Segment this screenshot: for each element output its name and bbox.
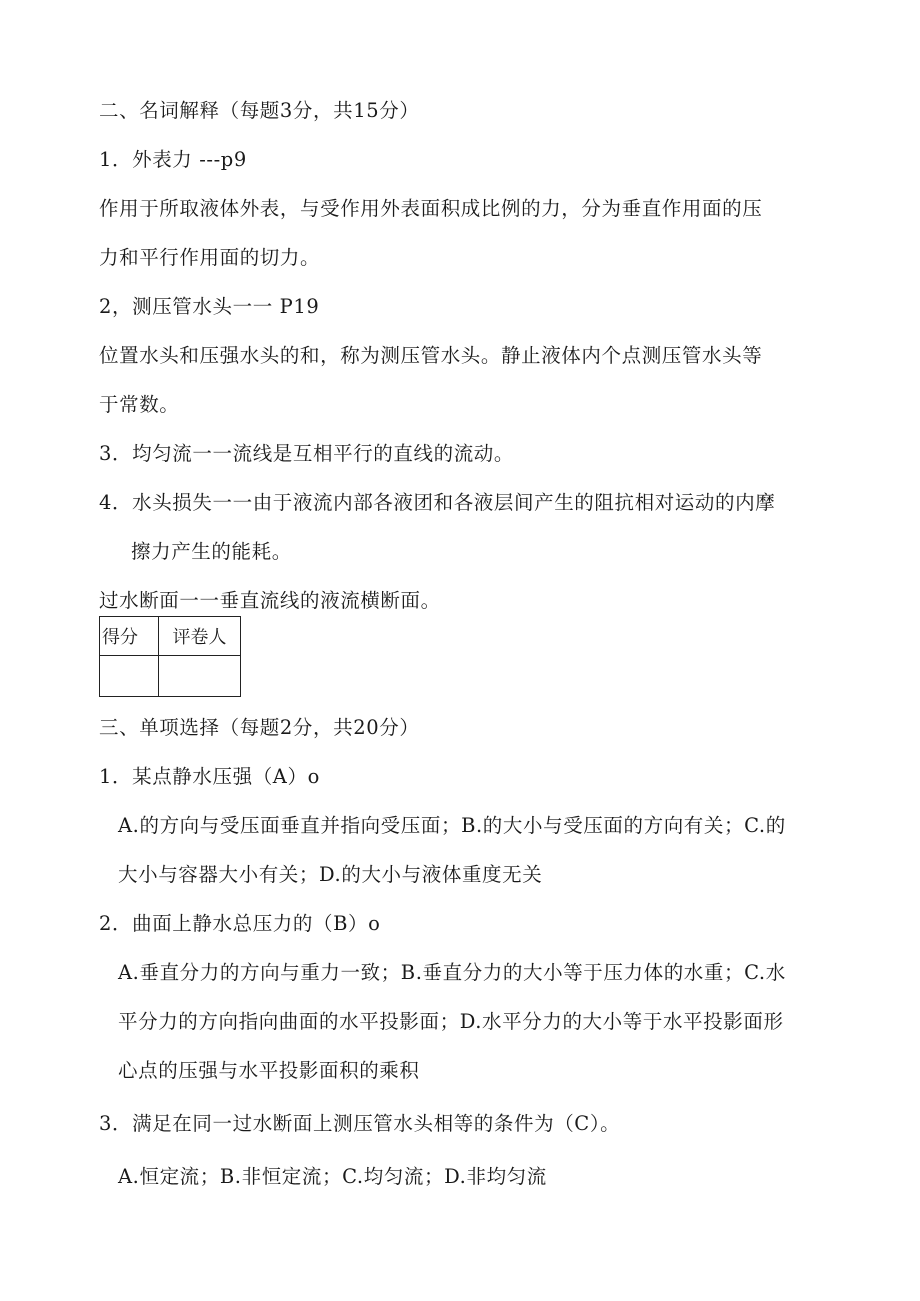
score-header: 得分: [100, 617, 159, 656]
section-3-heading: 三、单项选择（每题2分，共20分）: [99, 716, 420, 739]
term-4-definition-line: 擦力产生的能耗。: [131, 540, 292, 563]
score-table: [99, 616, 241, 697]
score-cell[interactable]: [100, 656, 159, 697]
question-2-stem: 2．曲面上静水总压力的（B）o: [99, 912, 381, 935]
term-2-title: 2，测压管水头一一 P19: [99, 295, 320, 318]
term-3: 3．均匀流一一流线是互相平行的直线的流动。: [99, 442, 515, 465]
question-2-options-line: 平分力的方向指向曲面的水平投影面；D.水平分力的大小等于水平投影面形: [118, 1010, 784, 1033]
question-1-options-line: 大小与容器大小有关；D.的大小与液体重度无关: [118, 863, 543, 886]
term-2-definition-line: 位置水头和压强水头的和，称为测压管水头。静止液体内个点测压管水头等: [99, 344, 763, 367]
section-2-heading: 二、名词解释（每题3分，共15分）: [99, 99, 420, 122]
term-1-title: 1．外表力 ---p9: [99, 148, 247, 171]
grader-header: 评卷人: [159, 617, 241, 656]
term-2-definition-line: 于常数。: [99, 393, 180, 416]
question-2-options-line: A.垂直分力的方向与重力一致；B.垂直分力的大小等于压力体的水重；C.水: [118, 961, 786, 984]
grader-cell[interactable]: [159, 656, 241, 697]
question-3-stem: 3．满足在同一过水断面上测压管水头相等的条件为（C）。: [99, 1112, 621, 1135]
question-3-options-line: A.恒定流；B.非恒定流；C.均匀流；D.非均匀流: [118, 1165, 547, 1188]
question-1-options-line: A.的方向与受压面垂直并指向受压面；B.的大小与受压面的方向有关；C.的: [118, 814, 786, 837]
term-1-definition-line: 作用于所取液体外表，与受作用外表面积成比例的力，分为垂直作用面的压: [99, 197, 763, 220]
term-1-definition-line: 力和平行作用面的切力。: [99, 246, 321, 269]
term-5: 过水断面一一垂直流线的液流横断面。: [99, 589, 441, 612]
term-4-title: 4．水头损失一一由于液流内部各液团和各液层间产生的阻抗相对运动的内摩: [99, 491, 776, 514]
question-2-options-line: 心点的压强与水平投影面积的乘积: [118, 1059, 420, 1082]
question-1-stem: 1．某点静水压强（A）o: [99, 765, 320, 788]
